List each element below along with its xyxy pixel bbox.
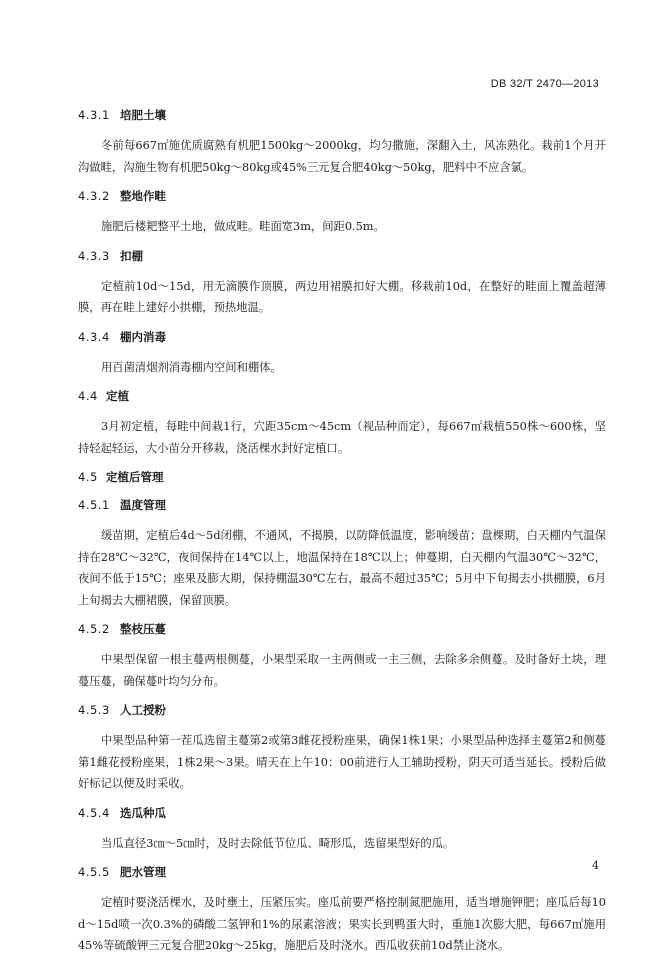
page-number: 4 [592,859,599,872]
section-number: 4.3.1 [78,108,110,122]
section-title: 扣棚 [120,248,143,263]
section-title: 温度管理 [120,498,166,512]
section-title: 选瓜种瓜 [120,805,166,820]
section-text: 用百菌清烟剂消毒棚内空间和棚体。 [101,360,282,374]
section-number: 4.5.3 [78,703,110,717]
section-heading [78,497,606,513]
section-heading [78,329,606,345]
section-heading [78,864,606,880]
section-number: 4.5.4 [78,805,110,820]
section-heading [78,107,606,123]
section-title: 整枝压蔓 [120,622,166,636]
section-number: 4.3.4 [78,329,110,344]
document-code: DB 32/T 2470—2013 [490,78,599,90]
section-text: 缓苗期，定植后4d～5d闭棚，不通风，不揭膜，以防降低温度，影响缓苗；盘棵期，白天棚内气温保持在28℃～32℃，夜间保持在14℃以上，地温保持在18℃以上；伸蔓期，白天棚内气温30℃～32℃，夜间不低于15℃；座果及膨大期，保持棚温30℃左右，最高不超过35℃；5月中下旬揭去小拱棚膜，6月上旬揭去大棚裙膜，保留顶膜。 [78,529,606,607]
section-text: 施肥后楼耙整平土地，做成畦。畦面宽3m，间距0.5m。 [101,220,385,233]
section-number: 4.3.3 [78,248,110,263]
section-number: 4.5.2 [78,622,110,636]
section-heading [78,388,606,404]
section-number: 4.5.5 [78,865,110,879]
section-title: 人工授粉 [120,703,166,717]
section-heading [78,621,606,637]
section-number: 4.3.2 [78,189,110,203]
section-number: 4.4 [78,389,98,403]
section-text: 冬前每667㎡施优质腐熟有机肥1500kg～2000kg，均匀撒施，深翻入土，风冻熟化。栽前1个月开沟做畦，沟施生物有机肥50kg～80kg或45%三元复合肥40kg～50kg，肥料中不应含氯。 [78,139,606,174]
section-text: 中果型保留一根主蔓两根侧蔓，小果型采取一主两侧或一主三侧，去除多余侧蔓。及时备好土块，理蔓压蔓，确保蔓叶均匀分布。 [78,653,606,688]
section-number: 4.5.1 [78,498,110,512]
section-heading [78,702,606,718]
section-heading [78,188,606,204]
section-title: 整地作畦 [120,189,166,203]
section-title: 培肥土壤 [120,108,166,122]
section-text: 当瓜直径3㎝～5㎝时，及时去除低节位瓜、畸形瓜，选留果型好的瓜。 [101,836,455,850]
section-heading [78,469,606,485]
section-title: 棚内消毒 [120,329,166,344]
section-title: 定植后管理 [106,470,164,484]
section-text: 中果型品种第一茬瓜选留主蔓第2或第3雌花授粉座果，确保1株1果；小果型品种选择主蔓第2和侧蔓第1雌花授粉座果，1株2果～3果。晴天在上午10：00前进行人工辅助授粉，阴天可适当延长。授粉后做好标记以便及时采收。 [78,734,606,790]
section-title: 肥水管理 [120,865,166,879]
document-body [78,107,606,967]
section-title: 定植 [106,389,129,403]
section-heading [78,805,606,821]
section-text: 3月初定植，每畦中间栽1行，穴距35cm～45cm（视品种而定），每667㎡栽植550株～600株，坚持轻起轻运，大小苗分开移栽，浇活棵水封好定植口。 [78,420,606,455]
section-text: 定植时要浇活棵水，及时壅土，压紧压实。座瓜前要严格控制氮肥施用，适当增施钾肥；座瓜后每10d～15d喷一次0.3%的磷酸二氢钾和1%的尿素溶液；果实长到鸭蛋大时，重施1次膨大肥，每667㎡施用45%等硫酸钾三元复合肥20kg～25kg，施肥后及时浇水。西瓜收获前10d禁止浇水。 [78,896,606,952]
section-text: 定植前10d～15d，用无滴膜作顶膜，两边用裙膜扣好大棚。移栽前10d，在整好的畦面上覆盖超薄膜，再在畦上建好小拱棚，预热地温。 [78,279,606,314]
section-number: 4.5 [78,470,98,484]
section-heading [78,248,606,264]
